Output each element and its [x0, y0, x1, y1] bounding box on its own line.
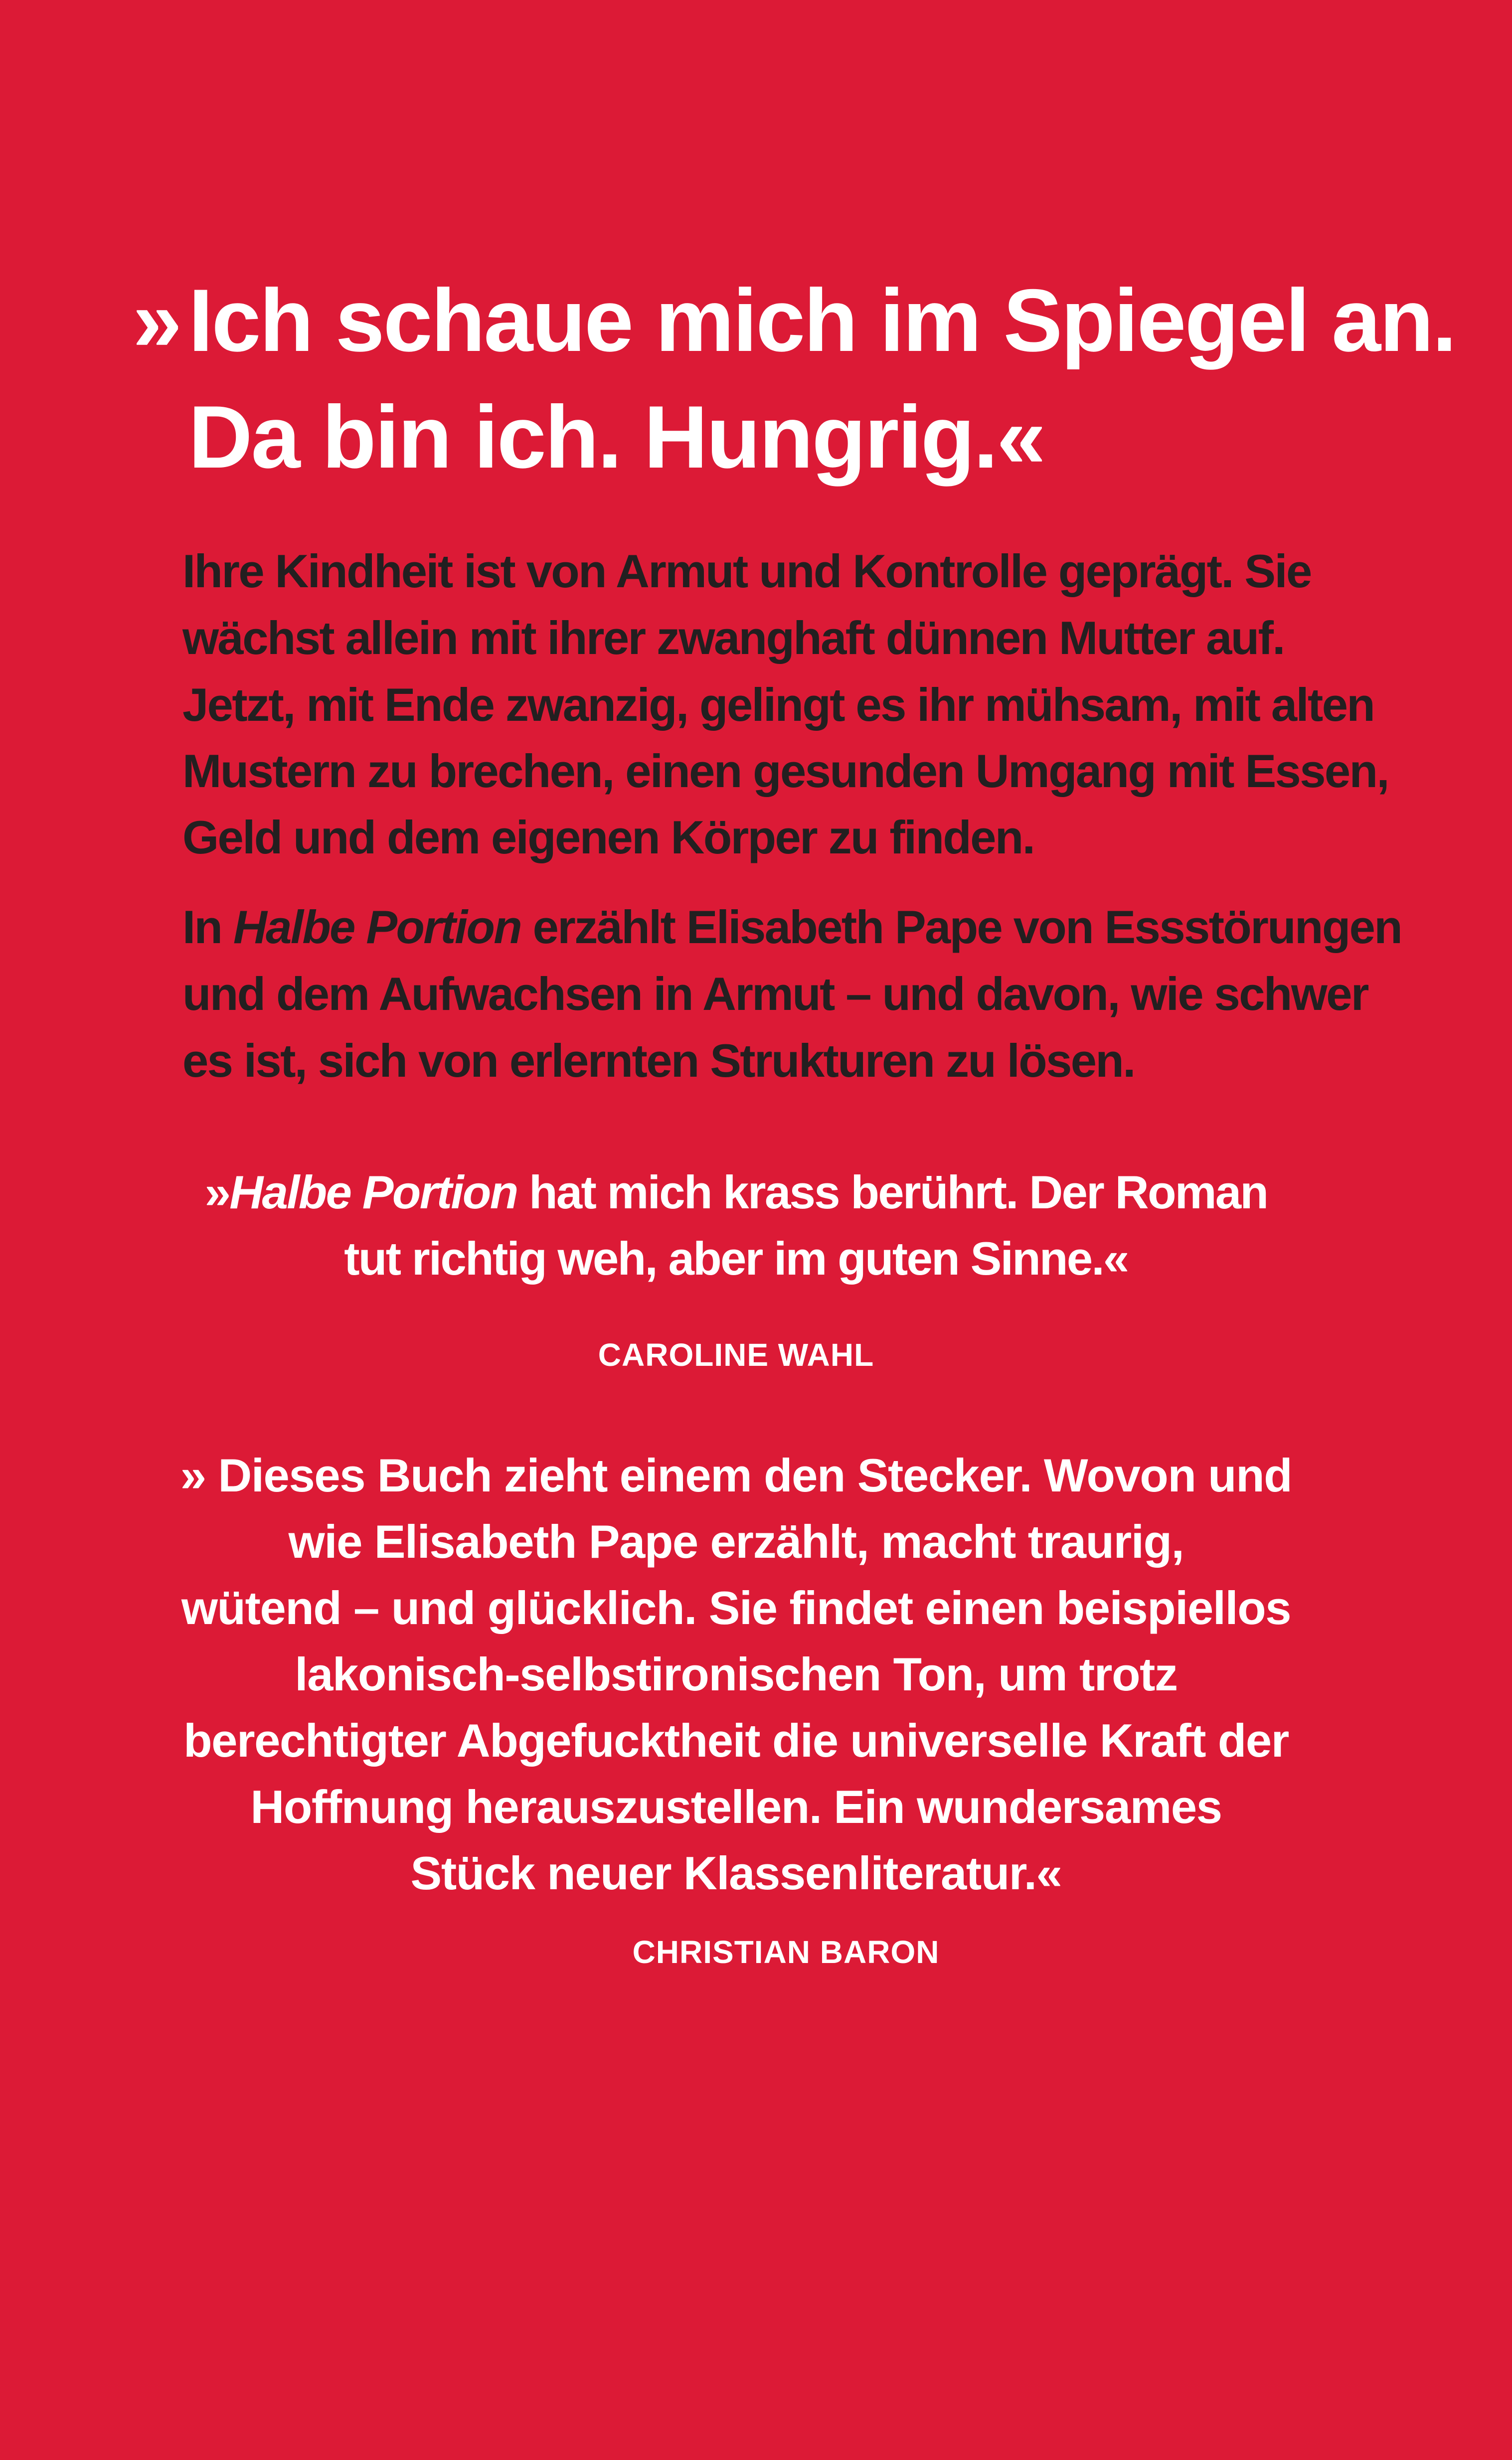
quote-2-line-4: lakonisch-selbstironischen Ton, um trotz [295, 1648, 1177, 1700]
quote-2-line-5: berechtigter Abgefucktheit die universelle Kraft der [183, 1714, 1289, 1767]
quote-1-line-1 [0, 1166, 1512, 1218]
blurb-p1-line-3: Jetzt, mit Ende zwanzig, gelingt es ihr mühsam, mit alten [182, 678, 1374, 731]
quote-1-suffix: hat mich krass berührt. Der Roman [517, 1166, 1268, 1218]
quote-2-line-2: wie Elisabeth Pape erzählt, macht traurig, [288, 1515, 1184, 1568]
quote-2-line-1: » Dieses Buch zieht einem den Stecker. Wovon und [180, 1449, 1292, 1501]
blurb-p1-line-1: Ihre Kindheit ist von Armut und Kontrolle geprägt. Sie [182, 545, 1311, 597]
headline-line-2: Da bin ich. Hungrig.« [188, 387, 1045, 487]
quote-1-author: CAROLINE WAHL [598, 1337, 874, 1373]
quote-2-line-3: wütend – und glücklich. Sie findet einen beispiellos [181, 1582, 1291, 1634]
blurb-p2-prefix: In [182, 901, 233, 953]
blurb-p2-line-1 [182, 901, 1402, 953]
blurb-p2-suffix: erzählt Elisabeth Pape von Essstörungen [521, 901, 1402, 953]
blurb-p2-line-3: es ist, sich von erlernten Strukturen zu lösen. [182, 1034, 1135, 1087]
blurb-p2-line-2: und dem Aufwachsen in Armut – und davon, wie schwer [182, 968, 1368, 1020]
blurb-p1-line-5: Geld und dem eigenen Körper zu finden. [182, 811, 1034, 863]
quote-1-line-2: tut richtig weh, aber im guten Sinne.« [344, 1232, 1128, 1285]
quote-1-open: » [204, 1166, 230, 1218]
book-title: Halbe Portion [233, 901, 521, 953]
quote-1-book-title: Halbe Portion [229, 1166, 517, 1218]
quote-2-author: CHRISTIAN BARON [632, 1934, 940, 1970]
blurb-p1-line-2: wächst allein mit ihrer zwanghaft dünnen Mutter auf. [182, 612, 1284, 664]
quote-2-line-7: Stück neuer Klassenliteratur.« [410, 1847, 1062, 1899]
quote-2-line-6: Hoffnung herauszustellen. Ein wundersames [250, 1781, 1222, 1833]
blurb-p1-line-4: Mustern zu brechen, einen gesunden Umgang mit Essen, [182, 745, 1388, 797]
headline-line-1 [133, 271, 1456, 370]
headline-line-1-text: Ich schaue mich im Spiegel an. [188, 271, 1456, 370]
open-quote-mark: » [133, 271, 180, 370]
